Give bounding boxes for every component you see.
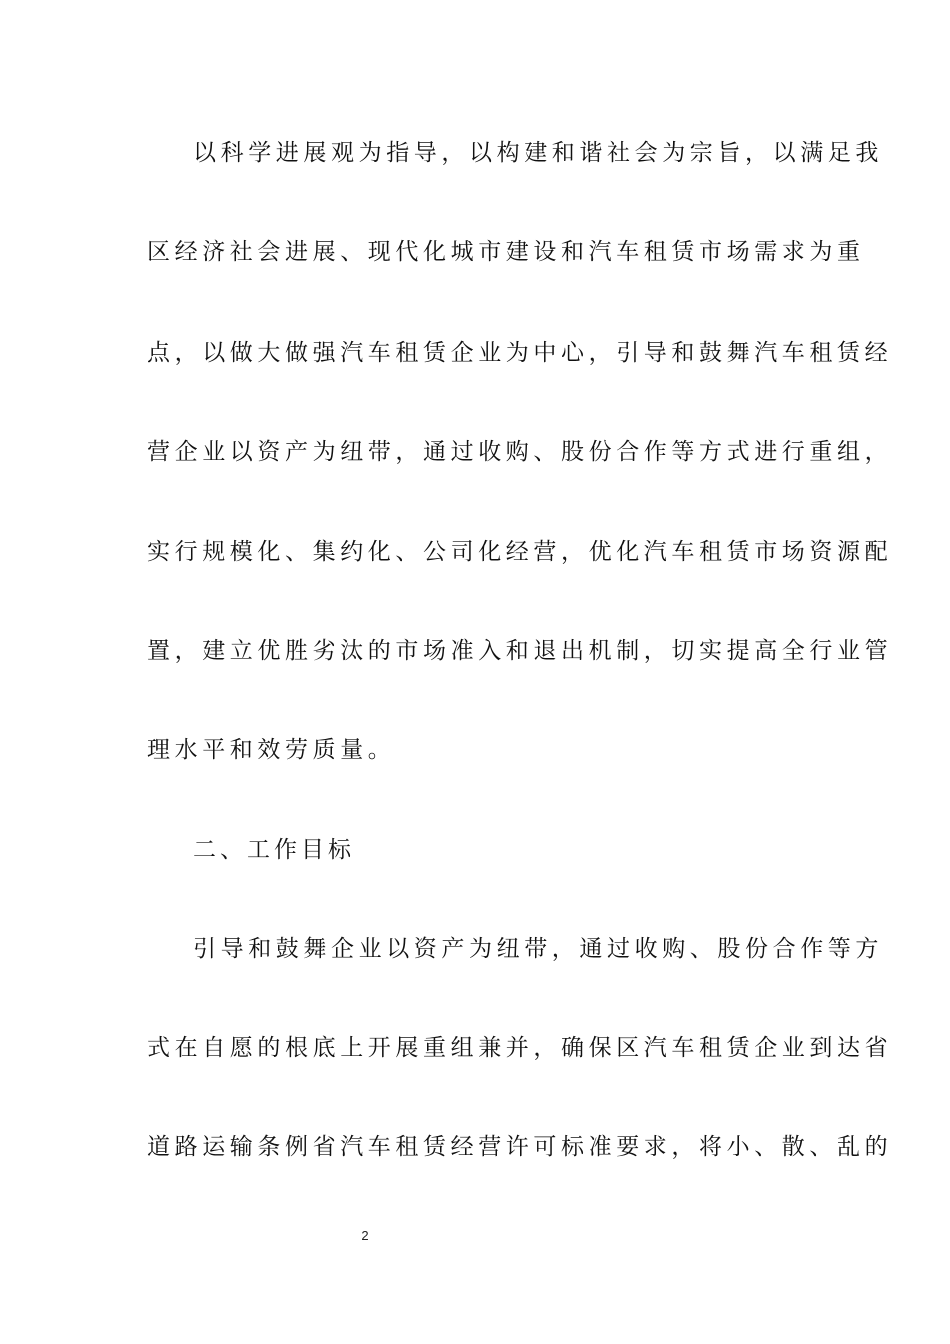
paragraph-line-6: 置，建立优胜劣汰的市场准入和退出机制，切实提高全行业管 <box>147 638 893 664</box>
section-heading: 二、工作目标 <box>193 837 355 863</box>
paragraph-line-5: 实行规模化、集约化、公司化经营，优化汽车租赁市场资源配 <box>147 539 893 565</box>
paragraph-line-3: 点，以做大做强汽车租赁企业为中心，引导和鼓舞汽车租赁经 <box>147 340 893 366</box>
page-number: 2 <box>361 1228 369 1243</box>
paragraph-line-1: 以科学进展观为指导，以构建和谐社会为宗旨，以满足我 <box>193 140 883 166</box>
paragraph-line-10: 道路运输条例省汽车租赁经营许可标准要求，将小、散、乱的 <box>147 1134 893 1160</box>
paragraph-line-7: 理水平和效劳质量。 <box>147 737 396 763</box>
paragraph-line-9: 式在自愿的根底上开展重组兼并，确保区汽车租赁企业到达省 <box>147 1035 893 1061</box>
paragraph-line-4: 营企业以资产为纽带，通过收购、股份合作等方式进行重组， <box>147 439 893 465</box>
paragraph-line-2: 区经济社会进展、现代化城市建设和汽车租赁市场需求为重 <box>147 239 865 265</box>
paragraph-line-8: 引导和鼓舞企业以资产为纽带，通过收购、股份合作等方 <box>193 936 883 962</box>
